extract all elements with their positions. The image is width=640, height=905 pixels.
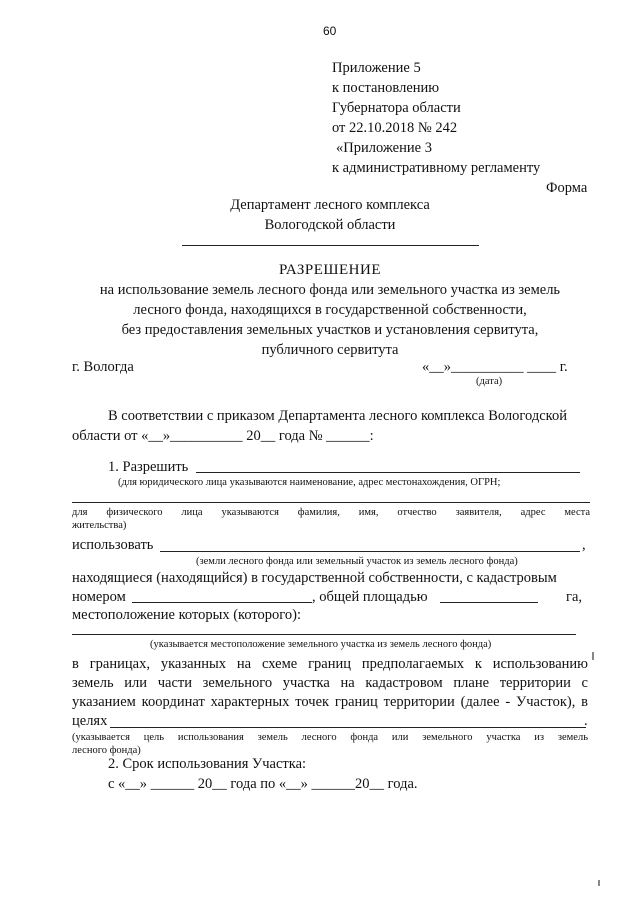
department-name [180,195,480,235]
appendix-line: «Приложение 3 [336,140,432,156]
permit-label: 1. Разрешить [108,459,189,475]
date-field: «__»__________ ____ г. [422,359,568,375]
area-unit: га, [566,589,583,605]
term-dates: с «__» ______ 20__ года по «__» ______20__ года. [108,776,418,792]
document-title [60,260,600,360]
form-label: Форма [546,180,588,196]
purpose-caption-1: (указывается цель использования земель лесного фонда или земельного участка из земель [72,732,588,743]
term-label: 2. Срок использования Участка: [108,756,307,772]
use-label: использовать [72,537,154,553]
location-label: местоположение которых (которого): [72,607,302,623]
purpose-line [110,727,586,728]
location-caption: (указывается местоположение земельного участка из земель лесного фонда) [150,639,492,650]
boundary-line-2: земель или части земельного участка на кадастровом плане территории с [72,675,588,691]
use-line [160,551,580,552]
appendix-line: к постановлению [332,80,440,96]
purpose-label: целях [72,713,108,729]
applicant-caption-3: жительства) [72,520,127,531]
department-line: Департамент лесного комплекса [230,197,430,213]
applicant-caption: (для юридического лица указываются наименование, адрес местонахождения, ОГРН; [118,477,501,488]
intro-line-1: В соответствии с приказом Департамента лесного комплекса Вологодской [108,408,567,424]
area-line [440,602,538,603]
number-label: номером [72,589,126,605]
title-heading: РАЗРЕШЕНИЕ [278,262,382,278]
department-underline [182,245,479,246]
page-number: 60 [323,24,337,38]
intro-line-2: области от «__»__________ 20__ года № ______: [72,428,374,444]
applicant-line [196,472,580,473]
appendix-block [332,58,540,178]
title-subtitle-line: лесного фонда, находящихся в государственной собственности, [133,302,527,318]
located-line: находящиеся (находящийся) в государственной собственности, с кадастровым [72,570,557,586]
title-subtitle-line: публичного сервитута [261,342,399,358]
scan-mark [598,880,600,886]
appendix-line: Губернатора области [332,100,461,116]
department-line: Вологодской области [264,217,396,233]
applicant-line-2 [72,502,590,503]
purpose-period: . [584,713,588,729]
appendix-line: от 22.10.2018 № 242 [332,120,458,136]
appendix-line: Приложение 5 [332,60,421,76]
date-caption: (дата) [476,376,503,387]
use-comma: , [582,537,586,553]
area-label: , общей площадью [312,589,428,605]
location-line [72,634,576,635]
scan-mark [592,652,594,660]
title-subtitle-line: без предоставления земельных участков и установления сервитута, [121,322,539,338]
title-subtitle-line: на использование земель лесного фонда или земельного участка из земель [99,282,561,298]
cadastral-number-line [132,602,312,603]
boundary-line-1: в границах, указанных на схеме границ предполагаемых к использованию [72,656,588,672]
applicant-caption-2: для физического лица указываются фамилия, имя, отчество заявителя, адрес места [72,507,590,518]
city: г. Вологда [72,359,134,375]
boundary-line-3: указанием координат характерных точек границ территории (далее - Участок), в [72,694,588,710]
purpose-caption-2: лесного фонда) [72,745,141,756]
appendix-line: к административному регламенту [332,160,541,176]
use-caption: (земли лесного фонда или земельный участок из земель лесного фонда) [196,556,518,567]
